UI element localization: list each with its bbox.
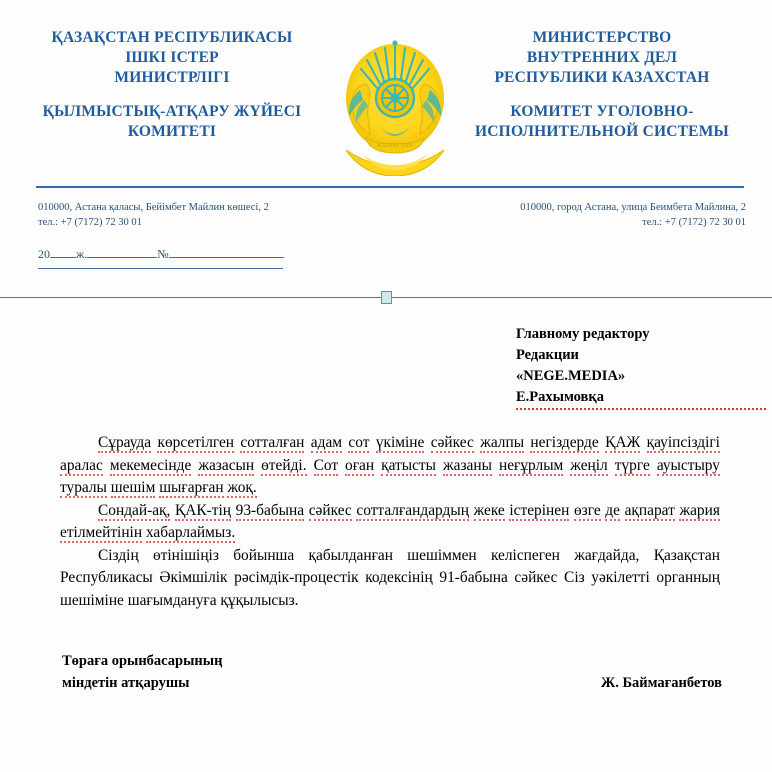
- ministry-line-ru-2: ВНУТРЕННИХ ДЕЛ: [526, 49, 678, 66]
- spellcheck-word: аралас: [60, 456, 103, 474]
- spellcheck-word: сотталғандардың: [356, 501, 469, 519]
- date-number-field[interactable]: [38, 245, 318, 262]
- spellcheck-word: жоқ.: [227, 479, 257, 496]
- body-paragraph-1: [60, 432, 720, 500]
- address-line-ru-1: 010000, город Астана, улица Беимбета Майлина, 2: [520, 202, 746, 213]
- ministry-line-ru-1: МИНИСТЕРСТВО: [532, 29, 672, 46]
- body-paragraph-3: Сіздің өтінішіңіз бойынша қабылданған шешіммен келіспеген жағдайда, Қазақстан Республикасы Әкімшілік рәсімдік-процестік кодексінің 91-бабына сәйкес Сіз уәкілетті органның шешіміне шағымдануға құқылысыз.: [60, 546, 720, 609]
- letterhead-kazakh: [22, 28, 322, 142]
- body-paragraph-2: [60, 500, 720, 545]
- spellcheck-word: өтейді.: [261, 456, 307, 474]
- spellcheck-word: өзге: [573, 501, 601, 519]
- spellcheck-word: қауіпсіздігі: [646, 434, 720, 451]
- signature-row: [62, 650, 722, 694]
- spellcheck-word: ақпарат: [624, 501, 675, 519]
- addressee-line-1: Главному редактору: [516, 326, 650, 342]
- spellcheck-word: көрсетілген: [157, 434, 235, 451]
- letter-body: [60, 432, 720, 612]
- spellcheck-word: негіздерде: [530, 434, 599, 451]
- signatory-title-line-1: Төраға орынбасарының: [62, 653, 223, 669]
- address-phone-kk: тел.: +7 (7172) 72 30 01: [38, 217, 142, 228]
- spellcheck-word: неғұрлым: [498, 456, 564, 474]
- committee-name-ru: [452, 102, 752, 142]
- ministry-name-kk: [22, 28, 322, 88]
- spellcheck-word: мекемесінде: [109, 456, 192, 474]
- address-block-kazakh: [38, 200, 368, 230]
- spellcheck-word: шығарған: [159, 479, 224, 496]
- spellcheck-word: сәйкес: [430, 434, 474, 451]
- number-symbol: №: [157, 247, 169, 261]
- spellcheck-word: Сондай-ақ,: [98, 501, 171, 519]
- spellcheck-word: түрге: [614, 456, 650, 474]
- spellcheck-word: де: [605, 501, 620, 519]
- spellcheck-word: шешім: [110, 479, 156, 496]
- committee-line-kk-1: ҚЫЛМЫСТЫҚ-АТҚАРУ ЖҮЙЕСІ: [42, 103, 302, 120]
- spellcheck-word: қатысты: [381, 456, 436, 474]
- committee-line-kk-2: КОМИТЕТІ: [127, 123, 217, 140]
- ministry-line-kk-2: ІШКІ ІСТЕР: [125, 49, 219, 66]
- addressee-line-4: Е.Рахымовқа: [516, 387, 766, 410]
- spellcheck-word: жазаны: [443, 456, 492, 474]
- letterhead-divider: [36, 186, 744, 188]
- spellcheck-word: оған: [345, 456, 375, 474]
- spellcheck-word: хабарлаймыз.: [145, 524, 236, 541]
- spellcheck-word: үкіміне: [375, 434, 425, 451]
- letterhead: [0, 0, 772, 182]
- signatory-title: [62, 650, 222, 694]
- spellcheck-word: жазасын: [198, 456, 255, 474]
- spellcheck-word: туралы: [60, 479, 107, 496]
- spellcheck-word: ҚАК-тің: [175, 501, 232, 519]
- spellcheck-word: адам: [310, 434, 343, 451]
- spellcheck-word: істерінен: [509, 501, 570, 519]
- ministry-line-kk-1: ҚАЗАҚСТАН РЕСПУБЛИКАСЫ: [51, 29, 293, 46]
- spellcheck-word: жария: [679, 501, 720, 519]
- kazakhstan-coat-of-arms-icon: [336, 26, 454, 176]
- address-phone-ru: тел.: +7 (7172) 72 30 01: [642, 217, 746, 228]
- date-year-prefix: 20: [38, 247, 50, 261]
- letterhead-russian: [452, 28, 752, 142]
- signature-block: [62, 650, 722, 694]
- spellcheck-word: сәйкес: [308, 501, 352, 519]
- svg-text:ҚАЗАҚСТАН: ҚАЗАҚСТАН: [377, 143, 413, 149]
- ministry-name-ru: [452, 28, 752, 88]
- addressee-line-2: Редакции: [516, 347, 579, 363]
- spellcheck-word: сотталған: [240, 434, 305, 451]
- ministry-line-ru-3: РЕСПУБЛИКИ КАЗАХСТАН: [494, 69, 710, 86]
- spellcheck-word: етілмейтінін: [60, 524, 143, 541]
- spellcheck-word: сот: [348, 434, 370, 451]
- spellcheck-word: ҚАЖ: [605, 434, 641, 451]
- spellcheck-word: жалпы: [480, 434, 525, 451]
- signatory-title-line-2: міндетін атқарушы: [62, 675, 190, 691]
- addressee-line-3: «NEGE.MEDIA»: [516, 368, 626, 384]
- address-block-russian: [420, 200, 746, 230]
- spellcheck-word: жеке: [473, 501, 505, 519]
- date-year-blank[interactable]: [50, 245, 76, 258]
- date-number-second-rule: [38, 268, 283, 269]
- address-line-kk-1: 010000, Астана қаласы, Бейімбет Майлин көшесі, 2: [38, 202, 269, 213]
- section-break-handle[interactable]: [381, 291, 392, 304]
- committee-name-kk: [22, 102, 322, 142]
- spellcheck-word: жеңіл: [570, 456, 608, 474]
- date-year-suffix: ж.: [76, 247, 88, 261]
- addressee-block: [516, 324, 766, 410]
- spellcheck-word: ауыстыру: [656, 456, 720, 474]
- spellcheck-word: Сұрауда: [98, 434, 152, 451]
- signatory-name: Ж. Баймағанбетов: [600, 675, 722, 691]
- spellcheck-word: 93-бабына: [235, 501, 305, 519]
- date-blank[interactable]: [87, 245, 157, 258]
- committee-line-ru-1: КОМИТЕТ УГОЛОВНО-: [510, 103, 694, 120]
- number-blank[interactable]: [169, 245, 284, 258]
- committee-line-ru-2: ИСПОЛНИТЕЛЬНОЙ СИСТЕМЫ: [475, 123, 729, 140]
- ministry-line-kk-3: МИНИСТРЛІГІ: [114, 69, 230, 86]
- spellcheck-word: Сот: [313, 456, 339, 474]
